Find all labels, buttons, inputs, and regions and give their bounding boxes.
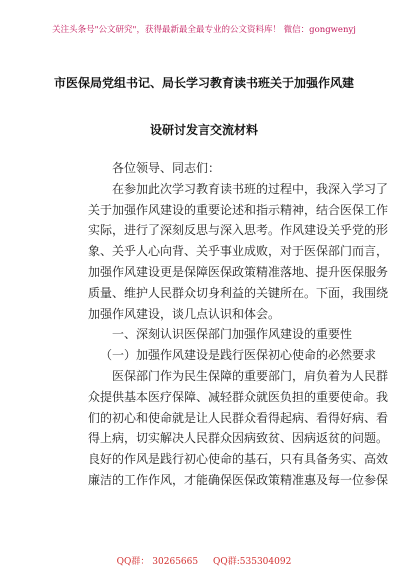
document-title-line-2: 设研讨发言交流材料 [149, 123, 258, 137]
paragraph-line: 在参加此次学习教育读书班的过程中，我深入学习了 [112, 181, 389, 196]
paragraph-line: 们的初心和使命就是让人民群众看得起病、看得好病、看 [88, 410, 389, 425]
paragraph-line: 医保部门作为民生保障的重要部门，肩负着为人民群 [112, 368, 389, 383]
paragraph-line: 廉洁的工作作风，才能确保医保政策精准惠及每一位参保 [88, 472, 389, 487]
paragraph-line: 实际，进行了深刻反思与深入思考。作风建设关乎党的形 [88, 223, 389, 238]
subsection-heading: （一）加强作风建设是践行医保初心使命的必然要求 [100, 348, 377, 363]
paragraph-line: 加强作风建设更是保障医保政策精准落地、提升医保服务 [88, 264, 389, 279]
paragraph-line: 众提供基本医疗保障、减轻群众就医负担的重要使命。我 [88, 389, 389, 404]
footer-qq-group-2: QQ群:535304092 [212, 557, 292, 567]
header-promo-note: 关注头条号"公文研究"，获得最新最全最专业的公文资料库！ 微信：gongwenyj [52, 25, 356, 35]
paragraph-line: 象、关乎人心向背、关乎事业成败，对于医保部门而言， [88, 244, 389, 259]
paragraph-line: 加强作风建设，谈几点认识和体会。 [88, 306, 281, 321]
salutation: 各位领导、同志们： [112, 161, 221, 175]
document-title-line-1: 市医保局党组书记、局长学习教育读书班关于加强作风建 [53, 76, 354, 90]
paragraph-line: 得上病，切实解决人民群众因病致贫、因病返贫的问题。 [88, 431, 389, 446]
paragraph-line: 良好的作风是践行初心使命的基石，只有具备务实、高效 [88, 452, 389, 467]
document-body [88, 158, 389, 491]
paragraph-line: 关于加强作风建设的重要论述和指示精神，结合医保工作 [88, 202, 389, 217]
section-heading: 一、深刻认识医保部门加强作风建设的重要性 [112, 327, 353, 342]
footer-contact [0, 554, 408, 567]
footer-qq-group-1: QQ群： 30265665 [116, 557, 199, 567]
paragraph-line: 质量、维护人民群众切身利益的关键所在。下面，我围绕 [88, 285, 389, 300]
